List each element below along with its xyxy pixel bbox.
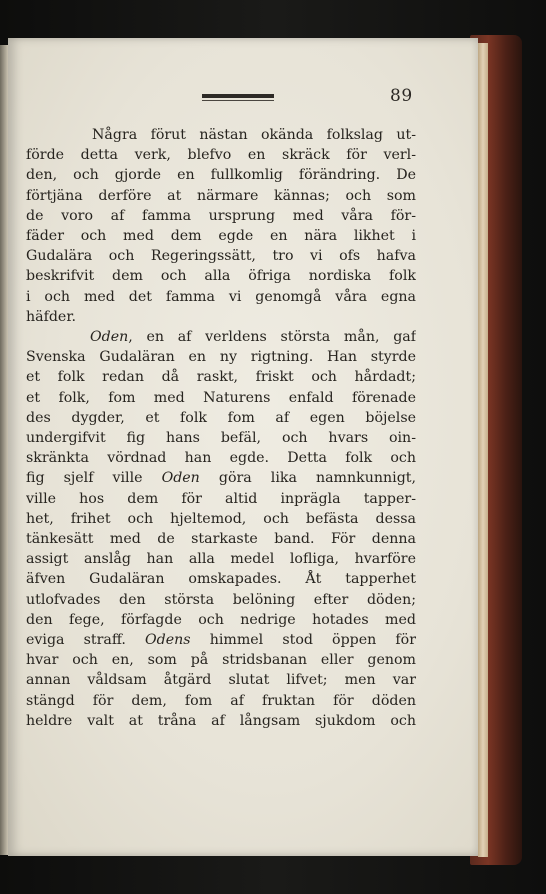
text-line: fig sjelf ville Oden göra lika namnkunnigt, [26, 470, 416, 487]
text-line: et folk, fom med Naturens enfald förenade [26, 389, 416, 406]
text-line: förtjäna derföre at närmare kännas; och som [26, 187, 416, 204]
text-line: ville hos dem för altid inprägla tapper- [26, 490, 416, 507]
text-line: den fege, förfagde och nedrige hotades med [26, 611, 416, 628]
text-line: utlofvades den största belöning efter döden; [26, 591, 416, 608]
text-line: stängd för dem, fom af fruktan för döden [26, 692, 416, 709]
text-line: Oden, en af verldens största mån, gaf [90, 329, 416, 346]
text-line: äfven Gudaläran omskapades. Åt tapperhet [26, 571, 416, 588]
text-line: tänkesätt med de starkaste band. För denna [26, 531, 416, 548]
text-line: fäder och med dem egde en nära likhet i [26, 228, 416, 245]
text-line: beskrifvit dem och alla öfriga nordiska folk [26, 268, 416, 285]
text-line: i och med det famma vi genomgå våra egna [26, 288, 416, 305]
text-line: et folk redan då raskt, friskt och hårdadt; [26, 369, 416, 386]
book-page [8, 38, 478, 856]
text-line: undergifvit fig hans befäl, och hvars oin- [26, 430, 416, 447]
text-line: assigt anslåg han alla medel lofliga, hvarföre [26, 551, 416, 568]
text-line: den, och gjorde en fullkomlig förändring. De [26, 167, 416, 184]
text-line: eviga straff. Odens himmel stod öppen för [26, 632, 416, 649]
text-line: Några förut nästan okända folkslag ut- [92, 127, 416, 143]
text-line: Svenska Gudaläran en ny rigtning. Han styrde [26, 349, 416, 366]
header-rule [202, 94, 274, 98]
text-line: heldre valt at tråna af långsam sjukdom och [26, 712, 416, 729]
left-page-edge [0, 45, 8, 855]
text-line: hvar och en, som på stridsbanan eller genom [26, 652, 416, 669]
page-number: 89 [390, 86, 413, 106]
body-text [26, 125, 416, 731]
text-line: de voro af famma ursprung med våra för- [26, 207, 416, 224]
text-line: des dygder, et folk fom af egen böjelse [26, 409, 416, 426]
text-line: het, frihet och hjeltemod, och befästa dessa [26, 510, 416, 527]
text-line: Gudalära och Regeringssätt, tro vi ofs hafva [26, 248, 416, 265]
text-line: häfder. [26, 308, 77, 325]
text-line: annan våldsam åtgärd slutat lifvet; men var [26, 672, 416, 689]
text-line: förde detta verk, blefvo en skräck för verl- [26, 147, 416, 164]
text-line: skränkta vördnad han egde. Detta folk och [26, 450, 416, 467]
